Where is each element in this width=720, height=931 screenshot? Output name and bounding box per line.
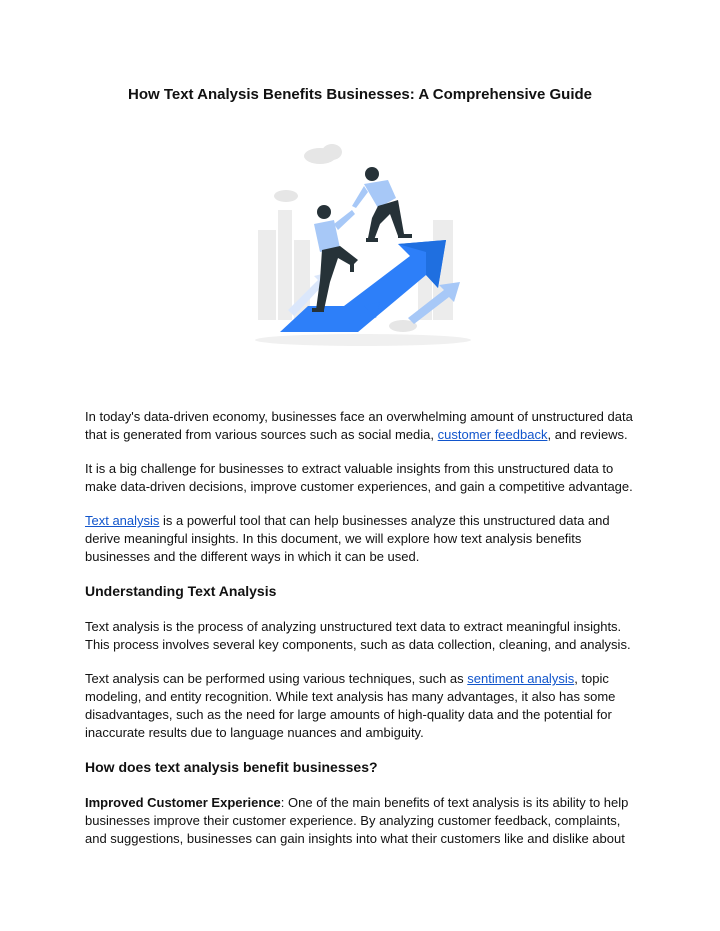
challenge-paragraph: It is a big challenge for businesses to extract valuable insights from this unstructured data to make data-driven decisions, improve customer experiences, and gain a competitive advantage. <box>85 461 633 494</box>
customer-feedback-link[interactable]: customer feedback <box>437 427 548 442</box>
customer-experience-paragraph <box>85 794 645 848</box>
tool-text: is a powerful tool that can help businesses analyze this unstructured data and derive meaningful insights. In this document, we will explore how text analysis benefits businesses and the different ways in which it can be used. <box>85 513 610 564</box>
tool-paragraph <box>85 512 645 566</box>
intro-text-end: , and reviews. <box>547 427 628 442</box>
definition-paragraph: Text analysis is the process of analyzing unstructured text data to extract meaningful insights. This process involves several key components, such as data collection, cleaning, and analysis. <box>85 619 631 652</box>
techniques-text: Text analysis can be performed using various techniques, such as <box>85 671 468 686</box>
business-growth-illustration <box>248 140 478 350</box>
section-heading-understanding: Understanding Text Analysis <box>85 583 277 599</box>
techniques-text-end: , topic modeling, and entity recognition. While text analysis has many advantages, it also has some disadvantages, such as the need for large amounts of high-quality data and the potential for inaccurate results due to language nuances and ambiguity. <box>85 671 616 740</box>
document-body <box>85 408 645 864</box>
text-analysis-link[interactable]: Text analysis <box>85 513 160 528</box>
techniques-paragraph <box>85 670 645 742</box>
customer-experience-text: : One of the main benefits of text analysis is its ability to help businesses improve their customer experience. By analyzing customer feedback, complaints, and suggestions, businesses can gain insights into what their customers like and dislike about <box>85 795 629 846</box>
intro-paragraph <box>85 408 645 444</box>
document-title: How Text Analysis Benefits Businesses: A Comprehensive Guide <box>127 86 593 103</box>
sentiment-analysis-link[interactable]: sentiment analysis <box>467 671 575 686</box>
intro-text: In today's data-driven economy, businesses face an overwhelming amount of unstructured data that is generated from various sources such as social media, <box>85 409 633 442</box>
section-heading-benefits: How does text analysis benefit businesses? <box>85 759 378 775</box>
customer-experience-label: Improved Customer Experience <box>85 795 281 810</box>
